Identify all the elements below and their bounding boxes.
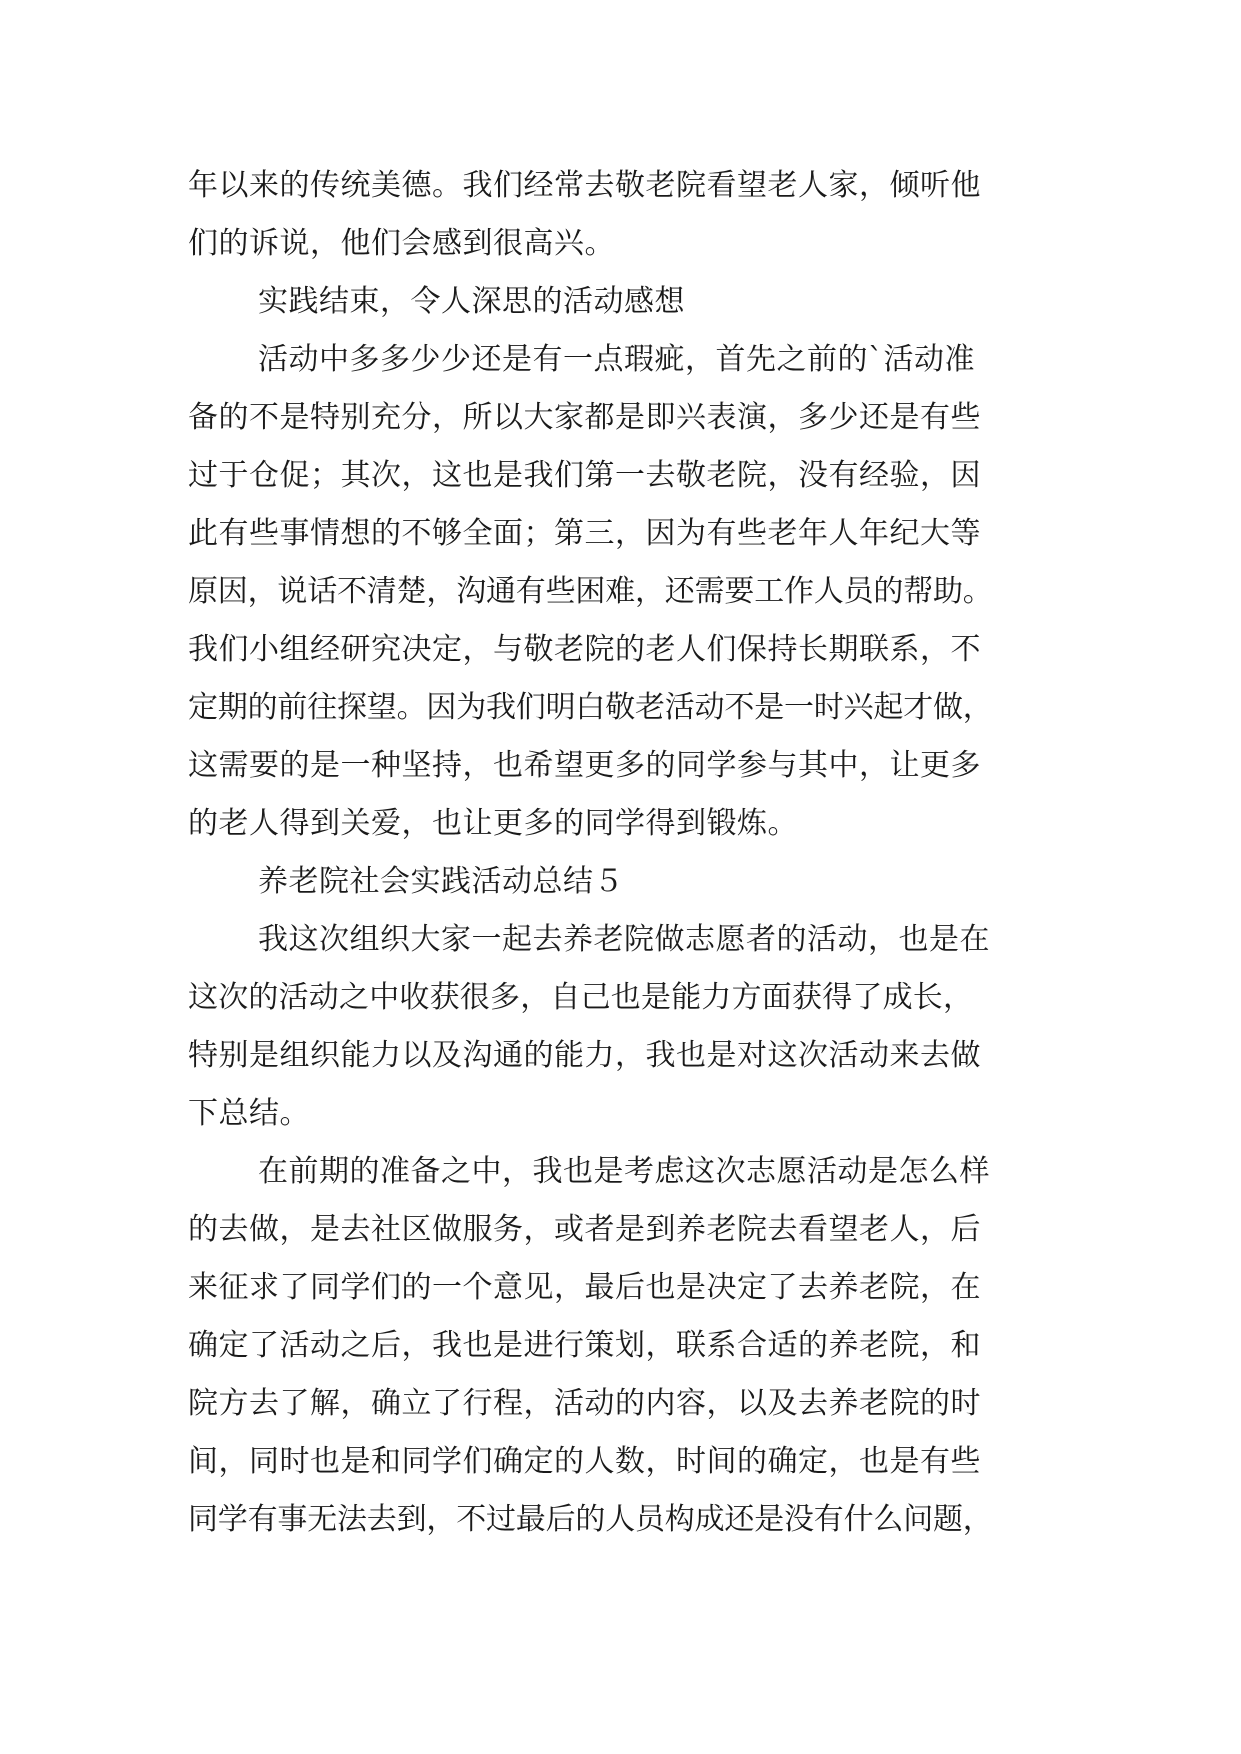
paragraph-line: 来征求了同学们的一个意见，最后也是决定了去养老院，在 [188, 1270, 981, 1305]
paragraph-line: 在前期的准备之中，我也是考虑这次志愿活动是怎么样 [258, 1154, 990, 1189]
paragraph-line: 的老人得到关爱，也让更多的同学得到锻炼。 [188, 806, 798, 841]
paragraph-line: 过于仓促；其次，这也是我们第一去敬老院，没有经验，因 [188, 458, 981, 493]
paragraph-line: 年以来的传统美德。我们经常去敬老院看望老人家，倾听他 [188, 168, 981, 203]
paragraph-line: 们的诉说，他们会感到很高兴。 [188, 226, 615, 261]
paragraph-line: 院方去了解，确立了行程，活动的内容，以及去养老院的时 [188, 1386, 981, 1421]
paragraph-line: 这次的活动之中收获很多，自己也是能力方面获得了成长， [188, 980, 974, 1015]
paragraph-line: 定期的前往探望。因为我们明白敬老活动不是一时兴起才做， [188, 690, 993, 725]
document-body [188, 157, 1068, 1549]
paragraph-line: 的去做，是去社区做服务，或者是到养老院去看望老人，后 [188, 1212, 981, 1247]
paragraph-line: 我们小组经研究决定，与敬老院的老人们保持长期联系，不 [188, 632, 981, 667]
paragraph-line: 间，同时也是和同学们确定的人数，时间的确定，也是有些 [188, 1444, 981, 1479]
paragraph-line: 备的不是特别充分，所以大家都是即兴表演，多少还是有些 [188, 400, 981, 435]
paragraph-line: 养老院社会实践活动总结５ [258, 864, 624, 899]
paragraph-line: 这需要的是一种坚持，也希望更多的同学参与其中，让更多 [188, 748, 981, 783]
paragraph-line: 特别是组织能力以及沟通的能力，我也是对这次活动来去做 [188, 1038, 981, 1073]
paragraph-line: 确定了活动之后，我也是进行策划，联系合适的养老院，和 [188, 1328, 981, 1363]
paragraph-line: 下总结。 [188, 1096, 310, 1131]
paragraph-line: 活动中多多少少还是有一点瑕疵，首先之前的`活动准 [258, 342, 975, 377]
paragraph-line: 我这次组织大家一起去养老院做志愿者的活动，也是在 [258, 922, 990, 957]
paragraph-line: 同学有事无法去到，不过最后的人员构成还是没有什么问题， [188, 1502, 993, 1537]
paragraph-line: 此有些事情想的不够全面；第三，因为有些老年人年纪大等 [188, 516, 981, 551]
paragraph-line: 原因，说话不清楚，沟通有些困难，还需要工作人员的帮助。 [188, 574, 993, 609]
paragraph-line: 实践结束，令人深思的活动感想 [258, 284, 685, 319]
